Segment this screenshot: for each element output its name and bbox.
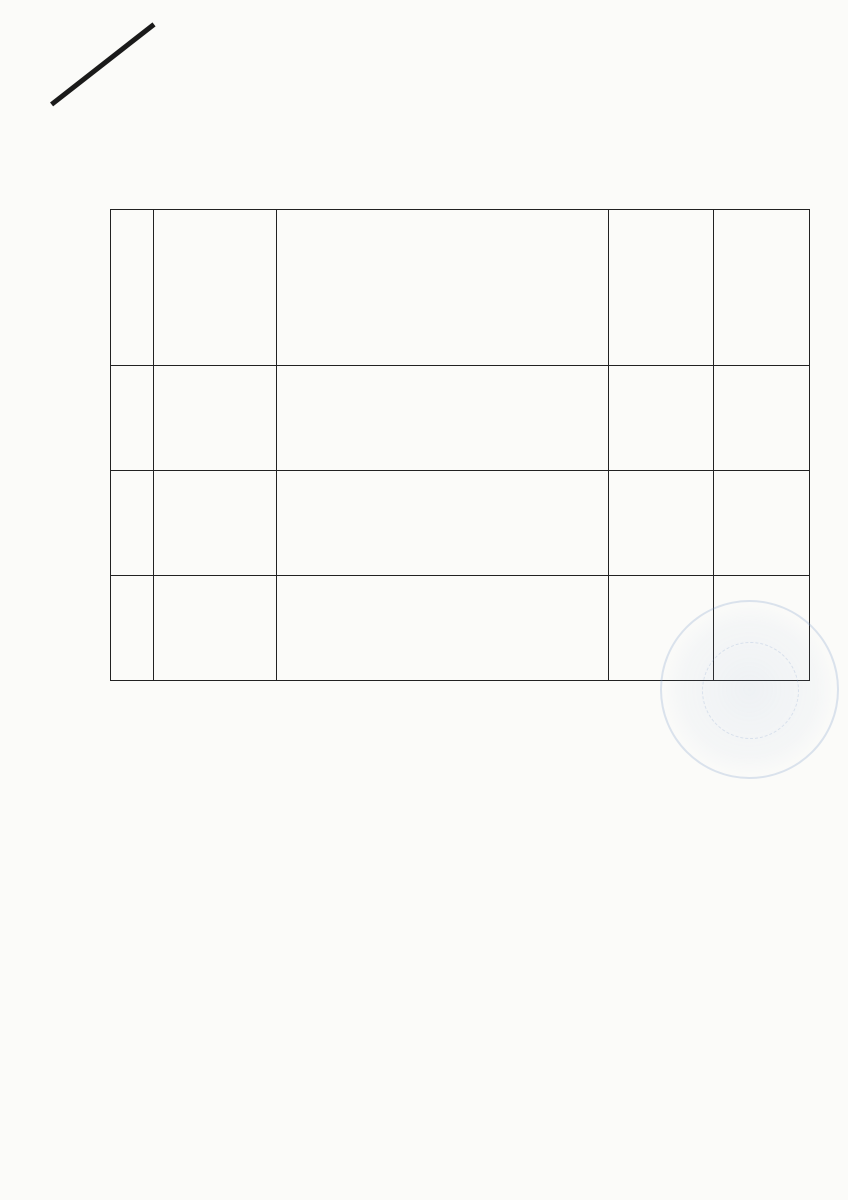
row-project-name xyxy=(276,471,608,576)
row-budget xyxy=(608,471,713,576)
header-plan-code xyxy=(153,210,276,366)
title-line-1 xyxy=(95,118,755,151)
header-expected-month xyxy=(714,210,810,366)
official-seal-inner-ring xyxy=(702,642,799,739)
scan-corner-mark xyxy=(0,0,156,106)
row-plan-code xyxy=(153,471,276,576)
row-budget xyxy=(608,366,713,471)
document-title xyxy=(95,118,755,217)
row-plan-code xyxy=(153,576,276,681)
header-seq xyxy=(111,210,154,366)
row-seq xyxy=(111,471,154,576)
header-project-name xyxy=(276,210,608,366)
row-project-name xyxy=(276,366,608,471)
table-row xyxy=(111,366,810,471)
procurement-plan-table xyxy=(110,209,810,681)
row-plan-code xyxy=(153,366,276,471)
row-seq xyxy=(111,576,154,681)
row-expected-month xyxy=(714,366,810,471)
table-header-row xyxy=(111,210,810,366)
row-seq xyxy=(111,366,154,471)
title-line-2 xyxy=(95,151,755,184)
table-row xyxy=(111,471,810,576)
row-project-name xyxy=(276,576,608,681)
official-seal-stamp xyxy=(660,600,839,779)
row-expected-month xyxy=(714,471,810,576)
header-budget xyxy=(608,210,713,366)
